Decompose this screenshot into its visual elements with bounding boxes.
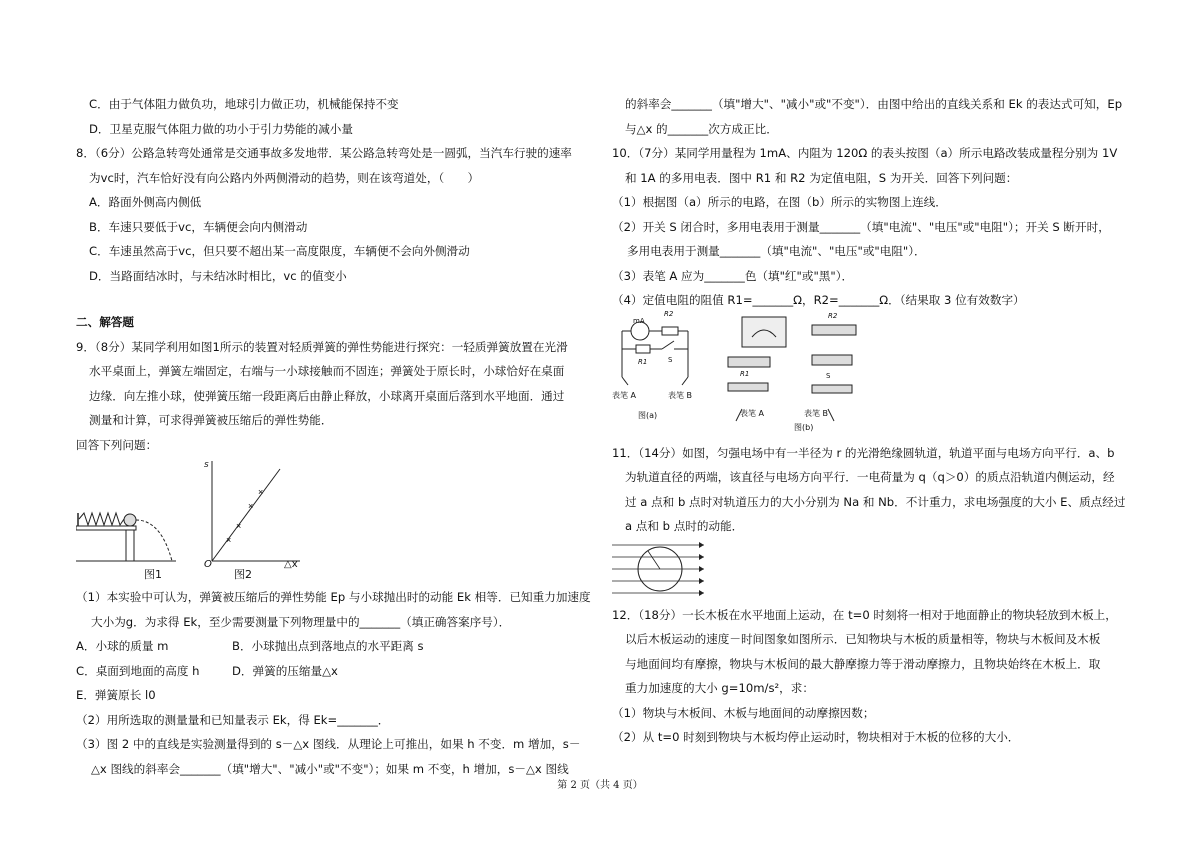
q9-part3-line2: △x 图线的斜率会_______（填"增大"、"减小"或"不变"）；如果 m 不变，h 增加，s－△x 图线 bbox=[91, 761, 569, 776]
field-diagram bbox=[612, 539, 712, 603]
switch-label-a: S bbox=[668, 355, 673, 364]
section-heading: 二、解答题 bbox=[76, 315, 134, 329]
q11-stem-line1: 11．（14分）如图，匀强电场中有一半径为 r 的光滑绝缘圆轨道，轨道平面与电场方向平行．a、b bbox=[612, 445, 1115, 460]
r1-label-b: R1 bbox=[740, 369, 750, 378]
q9-part3-line4: 与△x 的_______次方成正比． bbox=[625, 121, 778, 136]
q9-option-a: A．小球的质量 m bbox=[76, 639, 169, 653]
q10-part3: （3）表笔 A 应为_______色（填"红"或"黑"）． bbox=[612, 268, 854, 283]
r2-label-a: R2 bbox=[664, 309, 674, 318]
q8-option-d: D．当路面结冰时，与未结冰时相比，vc 的值变小 bbox=[89, 268, 347, 283]
q8-stem-line1: 8．（6分）公路急转弯处通常是交通事故多发地带．某公路急转弯处是一圆弧，当汽车行驶的速率 bbox=[76, 146, 572, 160]
q9-options-row1 bbox=[76, 634, 596, 659]
svg-text:×: × bbox=[236, 521, 242, 531]
q9-stem-line3: 边缘．向左推小球，使弹簧压缩一段距离后由静止释放，小球离开桌面后落到水平地面．通过 bbox=[89, 388, 565, 403]
r2-label-b: R2 bbox=[828, 311, 838, 320]
q9-part1-line2: 大小为g．为求得 Ek，至少需要测量下列物理量中的_______（填正确答案序号）． bbox=[91, 614, 511, 629]
pen-a-label-a: 表笔 A bbox=[612, 390, 637, 400]
q10-stem-line1: 10．（7分）某同学用量程为 1mA、内阻为 120Ω 的表头按图（a）所示电路改装成量程分别为 1V bbox=[612, 146, 1118, 160]
figure1-apparatus bbox=[76, 513, 176, 561]
switch-label-b: S bbox=[826, 371, 831, 380]
figure2-origin-label: O bbox=[204, 559, 212, 570]
q9-part3-line1: （3）图 2 中的直线是实验测量得到的 s－△x 图线．从理论上可推出，如果 h 不变．m 增加，s－ bbox=[76, 737, 581, 751]
pen-b-label-b: 表笔 B bbox=[804, 408, 829, 418]
circuit-diagram-a bbox=[622, 322, 688, 385]
svg-text:×: × bbox=[226, 535, 232, 545]
q10-part1: （1）根据图（a）所示的电路，在图（b）所示的实物图上连线． bbox=[612, 195, 947, 209]
q8-option-a: A．路面外侧高内侧低 bbox=[89, 195, 202, 209]
q9-options-row2 bbox=[76, 659, 596, 684]
q7-option-d: D．卫星克服气体阻力做的功小于引力势能的减小量 bbox=[89, 121, 353, 136]
figure-b-caption: 图(b) bbox=[794, 422, 814, 432]
pen-a-label-b: 表笔 A bbox=[740, 408, 765, 418]
q9-part3-line3: 的斜率会_______（填"增大"、"减小"或"不变"）．由图中给出的直线关系和 Ek 的表达式可知，Ep bbox=[625, 97, 1123, 111]
r1-label-a: R1 bbox=[638, 357, 648, 366]
q10-part4: （4）定值电阻的阻值 R1=_______Ω，R2=_______Ω．（结果取 3 位有效数字） bbox=[612, 293, 1025, 307]
q12-stem-line1: 12．（18分）一长木板在水平地面上运动，在 t=0 时刻将一相对于地面静止的物块轻放到木板上， bbox=[612, 607, 1117, 622]
q8-option-b: B．车速只要低于vc，车辆便会向内侧滑动 bbox=[89, 219, 308, 234]
meter-label: mA bbox=[633, 316, 645, 325]
q11-stem-line3: 过 a 点和 b 点时对轨道压力的大小分别为 Na 和 Nb．不计重力，求电场强度的大小 E、质点经过 bbox=[625, 494, 1126, 509]
q9-stem-line4: 测量和计算，可求得弹簧被压缩后的弹性势能． bbox=[89, 413, 333, 427]
q10-figures bbox=[612, 309, 1132, 441]
q9-figures bbox=[76, 457, 596, 585]
q12-stem-line3: 与地面间均有摩擦，物块与木板间的最大静摩擦力等于滑动摩擦力，且物块始终在木板上．取 bbox=[625, 656, 1101, 671]
figure2-x-axis-label: △x bbox=[284, 559, 298, 570]
q9-option-e: E．弹簧原长 l0 bbox=[76, 688, 156, 702]
page-footer: 第 2 页（共 4 页） bbox=[557, 780, 643, 791]
q11-stem-line2: 为轨道直径的两端，该直径与电场方向平行．一电荷量为 q（q＞0）的质点沿轨道内侧运动，经 bbox=[625, 470, 1115, 484]
left-column bbox=[76, 92, 596, 781]
figure1-caption: 图1 bbox=[144, 568, 162, 581]
q10-part2-line1: （2）开关 S 闭合时，多用电表用于测量_______（填"电流"、"电压"或"电阻"）；开关 S 断开时， bbox=[612, 219, 1110, 234]
q9-option-d: D．弹簧的压缩量△x bbox=[232, 663, 338, 678]
right-column bbox=[612, 92, 1132, 750]
q9-option-b: B．小球抛出点到落地点的水平距离 s bbox=[232, 639, 424, 653]
q11-stem-line4: a 点和 b 点时的动能． bbox=[625, 519, 744, 533]
q9-option-c: C．桌面到地面的高度 h bbox=[76, 663, 200, 678]
q9-stem-line1: 9．（8分）某同学利用如图1所示的装置对轻质弹簧的弹性势能进行探究：一轻质弹簧放置在光滑 bbox=[76, 339, 568, 354]
q7-option-c: C．由于气体阻力做负功，地球引力做正功，机械能保持不变 bbox=[89, 97, 399, 111]
pen-b-label-a: 表笔 B bbox=[668, 390, 693, 400]
q12-part1: （1）物块与木板间、木板与地面间的动摩擦因数； bbox=[612, 705, 875, 720]
q9-figure-svg bbox=[76, 457, 316, 585]
svg-text:×: × bbox=[258, 487, 264, 497]
q9-stem-line2: 水平桌面上，弹簧左端固定，右端与一小球接触而不固连；弹簧处于原长时，小球恰好在桌面 bbox=[89, 364, 565, 378]
figure2-y-axis-label: s bbox=[204, 460, 209, 470]
svg-text:×: × bbox=[248, 501, 254, 511]
figure2-caption: 图2 bbox=[234, 568, 252, 581]
q8-stem-line2: 为vc时，汽车恰好没有向公路内外两侧滑动的趋势，则在该弯道处，（ ） bbox=[89, 170, 480, 185]
figure2-graph bbox=[212, 461, 300, 561]
q9-part2: （2）用所选取的测量量和已知量表示 Ek，得 Ek=_______． bbox=[76, 712, 390, 727]
q12-stem-line2: 以后木板运动的速度－时间图象如图所示．已知物块与木板的质量相等，物块与木板间及木板 bbox=[625, 632, 1101, 646]
q12-part2: （2）从 t=0 时刻到物块与木板均停止运动时，物块相对于木板的位移的大小． bbox=[612, 730, 1020, 744]
q10-part2-line2: 多用电表用于测量_______（填"电流"、"电压"或"电阻"）． bbox=[627, 244, 926, 258]
q12-stem-line4: 重力加速度的大小 g=10m/s²，求： bbox=[625, 681, 814, 695]
figure-a-caption: 图(a) bbox=[638, 410, 658, 420]
q8-option-c: C．车速虽然高于vc，但只要不超出某一高度限度，车辆便不会向外侧滑动 bbox=[89, 244, 470, 258]
q10-stem-line2: 和 1A 的多用电表．图中 R1 和 R2 为定值电阻，S 为开关．回答下列问题： bbox=[625, 170, 1018, 185]
q11-figure bbox=[612, 539, 1132, 603]
q9-part1-line1: （1）本实验中可认为，弹簧被压缩后的弹性势能 Ep 与小球抛出时的动能 Ek 相等．已知重力加速度 bbox=[76, 590, 591, 604]
q9-prompt: 回答下列问题： bbox=[76, 437, 158, 452]
